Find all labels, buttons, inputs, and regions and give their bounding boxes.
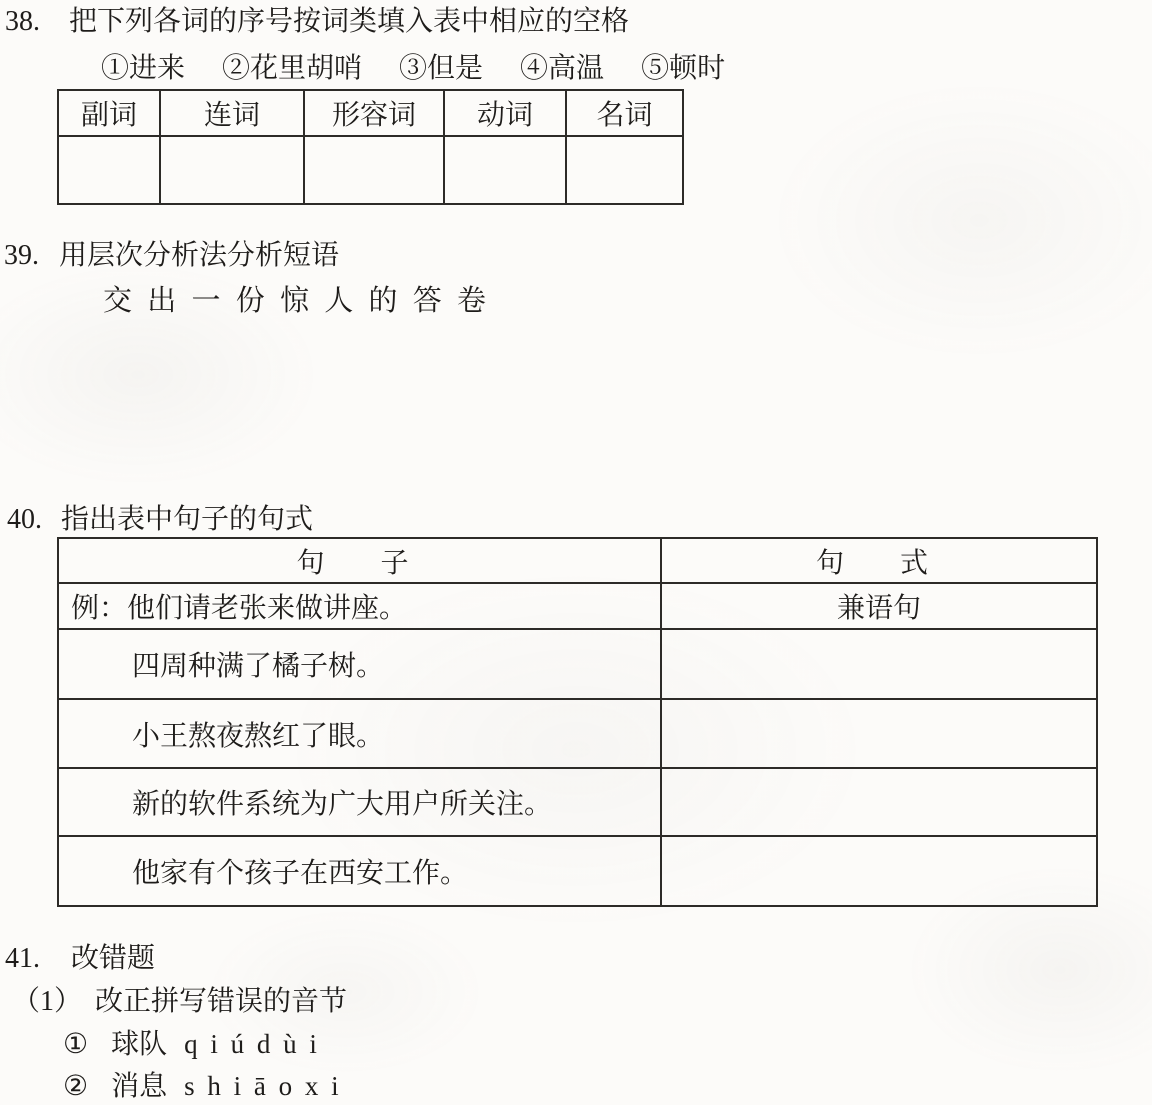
header-conjunction: 连词 [160, 90, 304, 136]
question-38-heading [5, 4, 629, 40]
header-adverb: 副词 [58, 90, 160, 136]
question-41-number: 41. [5, 943, 40, 974]
question-41-heading [5, 941, 155, 977]
sentence-cell-2: 小王熬夜熬红了眼。 [58, 699, 661, 768]
question-38-title: 把下列各词的序号按词类填入表中相应的空格 [69, 6, 630, 37]
pinyin-item-2-word: 消息 [111, 1071, 168, 1102]
pinyin-item-1-number: ① [63, 1029, 89, 1060]
pinyin-item-2-number: ② [63, 1071, 89, 1102]
phrase-to-analyze: 交 出 一 份 惊 人 的 答 卷 [103, 285, 491, 317]
question-38-word-options [101, 51, 755, 87]
question-41-title: 改错题 [71, 943, 156, 974]
sentence-cell-3: 新的软件系统为广大用户所关注。 [58, 768, 661, 836]
pinyin-item-1-pinyin: q i ú d ù i [184, 1029, 320, 1059]
word-option-4: ④高温 [520, 53, 605, 84]
header-noun: 名词 [566, 90, 683, 136]
question-39-heading [4, 238, 339, 274]
column-header-pattern: 句 式 [661, 538, 1097, 583]
word-class-table [57, 89, 684, 205]
table-row-2 [58, 699, 1097, 768]
answer-cell-conjunction [160, 136, 304, 204]
pattern-cell-3 [661, 768, 1097, 836]
question-41-subpart-1 [12, 984, 347, 1020]
pattern-cell-4 [661, 836, 1097, 906]
pattern-cell-example: 兼语句 [661, 583, 1097, 629]
pattern-cell-2 [661, 699, 1097, 768]
question-39-title: 用层次分析法分析短语 [59, 240, 340, 271]
table-row-4 [58, 836, 1097, 906]
answer-cell-verb [444, 136, 566, 204]
sentence-pattern-table [57, 537, 1098, 907]
answer-cell-adjective [304, 136, 444, 204]
word-option-5: ⑤顿时 [641, 53, 726, 84]
pattern-cell-1 [661, 629, 1097, 699]
subpart-1-title: 改正拼写错误的音节 [95, 986, 348, 1017]
answer-cell-noun [566, 136, 683, 204]
question-40-title: 指出表中句子的句式 [61, 504, 314, 535]
column-header-sentence: 句 子 [58, 538, 661, 583]
header-verb: 动词 [444, 90, 566, 136]
sentence-cell-example: 例：他们请老张来做讲座。 [58, 583, 661, 629]
table-row-1 [58, 629, 1097, 699]
pinyin-item-2 [63, 1068, 342, 1105]
word-option-1: ①进来 [101, 53, 186, 84]
sentence-cell-1: 四周种满了橘子树。 [58, 629, 661, 699]
table-row-3 [58, 768, 1097, 836]
answer-cell-adverb [58, 136, 160, 204]
pinyin-item-1-word: 球队 [111, 1029, 168, 1060]
word-class-answer-row [58, 136, 683, 204]
word-option-2: ②花里胡哨 [222, 53, 363, 84]
sentence-pattern-header-row [58, 538, 1097, 583]
question-38-number: 38. [5, 6, 40, 37]
header-adjective: 形容词 [304, 90, 444, 136]
word-option-3: ③但是 [399, 53, 484, 84]
word-class-header-row [58, 90, 683, 136]
sentence-cell-4: 他家有个孩子在西安工作。 [58, 836, 661, 906]
question-40-number: 40. [7, 504, 42, 535]
pinyin-item-2-pinyin: s h i ā o x i [184, 1071, 342, 1101]
pinyin-item-1 [63, 1026, 320, 1063]
question-39-number: 39. [4, 240, 39, 271]
question-40-heading [7, 502, 313, 538]
subpart-1-label: （1） [12, 986, 83, 1017]
table-row-example [58, 583, 1097, 629]
